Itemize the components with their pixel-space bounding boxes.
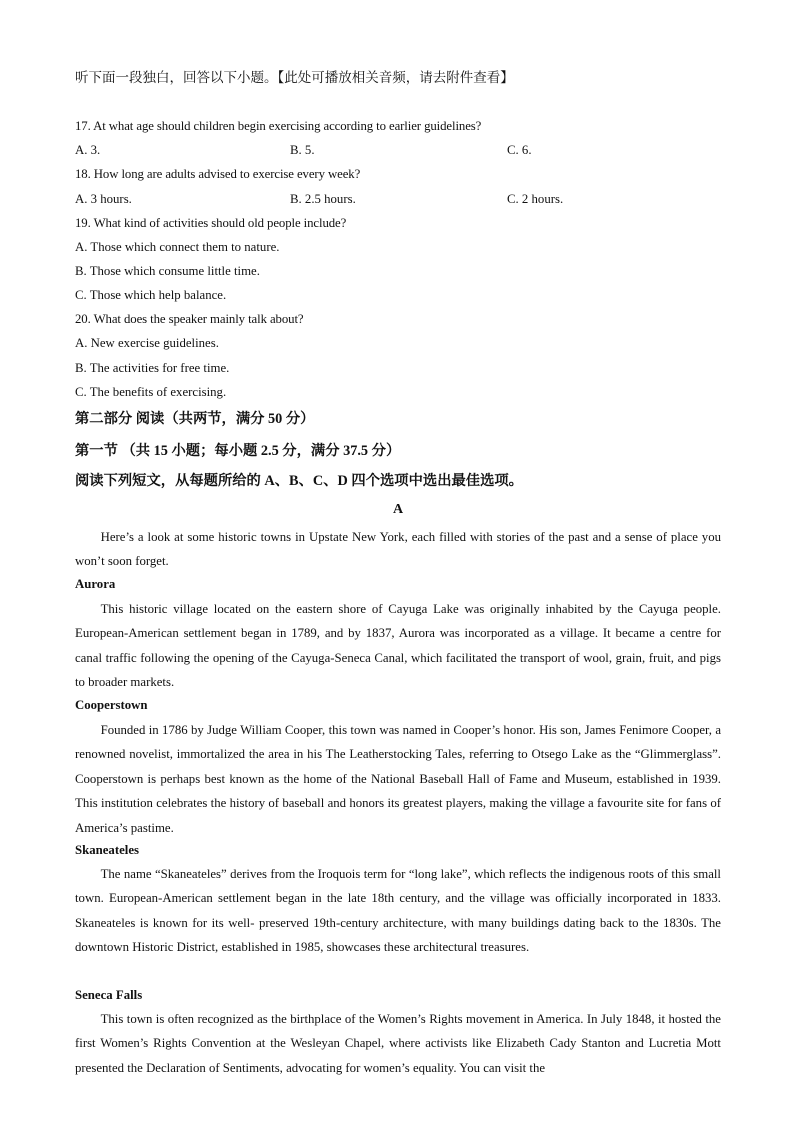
section-part-heading: 第二部分 阅读（共两节，满分 50 分） (75, 411, 315, 427)
question-20: 20. What does the speaker mainly talk about? (75, 312, 304, 326)
option-b: B. The activities for free time. (75, 361, 230, 375)
town-text-skaneateles: The name “Skaneateles” derives from the Iroquois term for “long lake”, which reflects the indigenous roots of this small town. European-American settlement began in the late 18th century, and the village was officially incorporated in 1833. Skaneateles is known for its well- preserved 19th-century architecture, with many buildings dating back to the 1830s. The downtown Historic District, established in 1985, showcases these architectural treasures. (75, 867, 721, 955)
option-b: B. 2.5 hours. (290, 192, 356, 206)
option-b: B. Those which consume little time. (75, 264, 260, 278)
town-heading-cooperstown: Cooperstown (75, 698, 148, 712)
option-c: C. Those which help balance. (75, 288, 227, 302)
option-a: A. Those which connect them to nature. (75, 240, 280, 254)
town-text-aurora: This historic village located on the eastern shore of Cayuga Lake was originally inhabited by the Cayuga people. European-American settlement began in 1789, and by 1837, Aurora was incorporated as a village. It became a centre for canal traffic following the opening of the Cayuga-Seneca Canal, which facilitated the transport of wool, grain, fruit, and pigs to broader markets. (75, 602, 721, 690)
question-19: 19. What kind of activities should old people include? (75, 216, 347, 230)
option-c: C. 2 hours. (507, 192, 564, 206)
listening-instruction: 听下面一段独白，回答以下小题。【此处可播放相关音频，请去附件查看】 (75, 70, 514, 85)
passage-letter: A (392, 502, 404, 517)
option-a: A. 3. (75, 143, 101, 157)
town-heading-seneca-falls: Seneca Falls (75, 988, 143, 1002)
option-a: A. 3 hours. (75, 192, 132, 206)
option-c: C. The benefits of exercising. (75, 385, 227, 399)
option-a: A. New exercise guidelines. (75, 336, 219, 350)
reading-instruction: 阅读下列短文，从每题所给的 A、B、C、D 四个选项中选出最佳选项。 (75, 473, 523, 489)
question-17: 17. At what age should children begin exercising according to earlier guidelines? (75, 119, 482, 133)
option-b: B. 5. (290, 143, 315, 157)
passage-intro: Here’s a look at some historic towns in Upstate New York, each filled with stories of the past and a sense of place you won’t soon forget. (75, 530, 721, 569)
question-17-options (75, 143, 721, 161)
town-heading-aurora: Aurora (75, 577, 116, 591)
question-18: 18. How long are adults advised to exercise every week? (75, 167, 361, 181)
town-text-seneca-falls: This town is often recognized as the birthplace of the Women’s Rights movement in America. In July 1848, it hosted the first Women’s Rights Convention at the Wesleyan Chapel, where activists like Elizabeth Cady Stanton and Lucretia Mott presented the Declaration of Sentiments, advocating for women’s equality. You can visit the (75, 1012, 721, 1075)
question-18-options (75, 192, 721, 210)
town-text-cooperstown: Founded in 1786 by Judge William Cooper, this town was named in Cooper’s honor. His son, James Fenimore Cooper, a renowned novelist, immortalized the area in his The Leatherstocking Tales, referring to Otsego Lake as the “Glimmerglass”. Cooperstown is perhaps best known as the home of the National Baseball Hall of Fame and Museum, established in 1939. This institution celebrates the history of baseball and honors its greatest players, making the village a favourite site for fans of America’s pastime. (75, 723, 721, 835)
section-one-heading: 第一节 （共 15 小题；每小题 2.5 分，满分 37.5 分） (75, 443, 401, 459)
option-c: C. 6. (507, 143, 532, 157)
town-heading-skaneateles: Skaneateles (75, 843, 139, 857)
